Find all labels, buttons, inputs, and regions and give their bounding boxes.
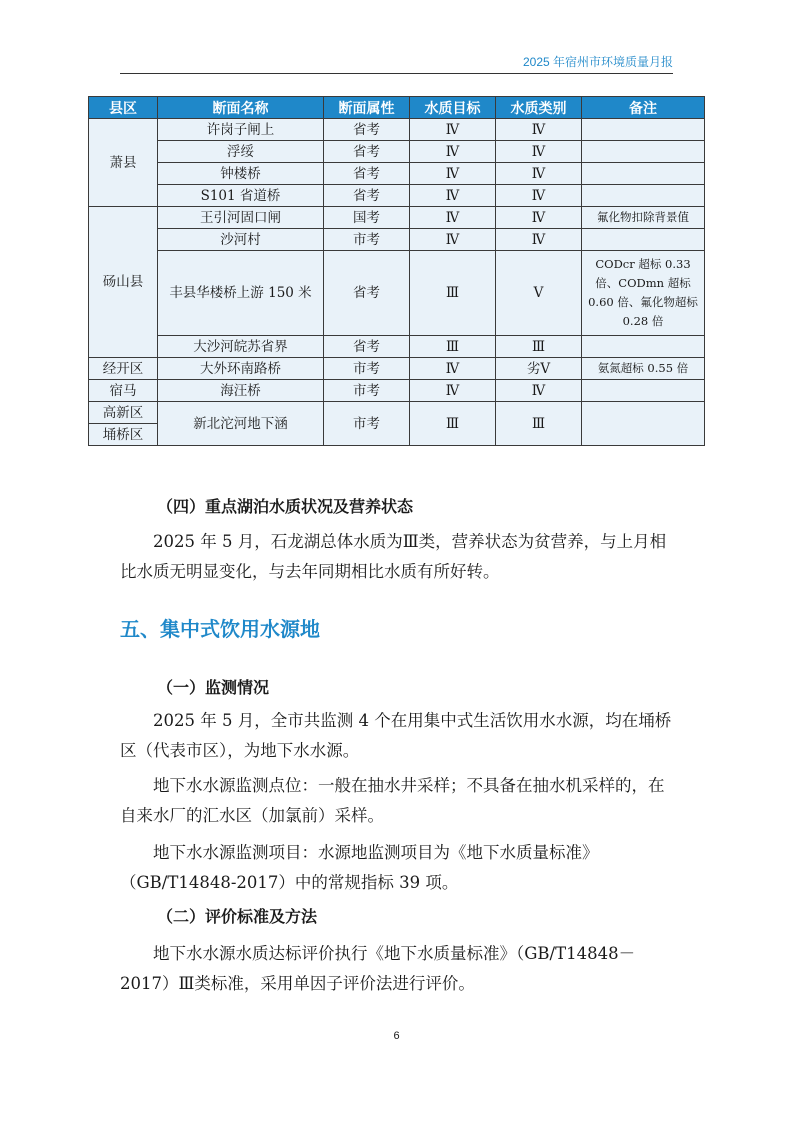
- attr-cell: 省考: [324, 251, 410, 336]
- col-header-category: 水质类别: [496, 97, 582, 119]
- col-header-note: 备注: [582, 97, 705, 119]
- note-cell: 氨氮超标 0.55 倍: [582, 358, 705, 380]
- attr-cell: 市考: [324, 402, 410, 446]
- section-cell: 大外环南路桥: [158, 358, 324, 380]
- section-cell: 许岗子闸上: [158, 119, 324, 141]
- county-cell: 宿马: [89, 380, 158, 402]
- table-row: [89, 229, 705, 251]
- table-row: [89, 402, 705, 424]
- category-cell: Ⅳ: [496, 141, 582, 163]
- target-cell: Ⅳ: [410, 141, 496, 163]
- attr-cell: 国考: [324, 207, 410, 229]
- table-row: [89, 336, 705, 358]
- category-cell: 劣Ⅴ: [496, 358, 582, 380]
- note-cell: CODcr 超标 0.33 倍、CODmn 超标 0.60 倍、氟化物超标 0.28 倍: [582, 251, 705, 336]
- note-cell: 氟化物扣除背景值: [582, 207, 705, 229]
- note-cell: [582, 119, 705, 141]
- category-cell: Ⅳ: [496, 229, 582, 251]
- header-rule: [120, 73, 673, 74]
- target-cell: Ⅳ: [410, 119, 496, 141]
- table-header-row: [89, 97, 705, 119]
- target-cell: Ⅳ: [410, 207, 496, 229]
- target-cell: Ⅳ: [410, 229, 496, 251]
- col-header-section: 断面名称: [158, 97, 324, 119]
- table-row: [89, 380, 705, 402]
- note-cell: [582, 163, 705, 185]
- attr-cell: 省考: [324, 163, 410, 185]
- monitor-paragraph-2: 地下水水源监测点位：一般在抽水井采样；不具备在抽水机采样的，在自来水厂的汇水区（加氯前）采样。: [120, 776, 665, 825]
- attr-cell: 省考: [324, 141, 410, 163]
- note-cell: [582, 402, 705, 446]
- category-cell: Ⅳ: [496, 119, 582, 141]
- table-row: [89, 141, 705, 163]
- note-cell: [582, 185, 705, 207]
- category-cell: Ⅲ: [496, 402, 582, 446]
- report-header-title: 2025 年宿州市环境质量月报: [522, 55, 673, 69]
- monitor-heading: （一）监测情况: [157, 678, 270, 697]
- table-row: [89, 119, 705, 141]
- target-cell: Ⅳ: [410, 185, 496, 207]
- category-cell: Ⅳ: [496, 163, 582, 185]
- page-number: 6: [393, 1030, 400, 1042]
- section-cell: 沙河村: [158, 229, 324, 251]
- county-cell: 经开区: [89, 358, 158, 380]
- table-row: [89, 163, 705, 185]
- section-cell: S101 省道桥: [158, 185, 324, 207]
- note-cell: [582, 380, 705, 402]
- target-cell: Ⅲ: [410, 251, 496, 336]
- monitor-paragraph-1: 2025 年 5 月，全市共监测 4 个在用集中式生活饮用水水源，均在埇桥区（代表市区），为地下水水源。: [120, 711, 672, 760]
- target-cell: Ⅳ: [410, 358, 496, 380]
- county-cell: 萧县: [89, 119, 158, 207]
- attr-cell: 省考: [324, 336, 410, 358]
- note-cell: [582, 336, 705, 358]
- county-cell: 砀山县: [89, 207, 158, 358]
- note-cell: [582, 229, 705, 251]
- section5-heading: 五、集中式饮用水源地: [120, 617, 320, 641]
- table-row: [89, 207, 705, 229]
- section-cell: 大沙河皖苏省界: [158, 336, 324, 358]
- category-cell: Ⅴ: [496, 251, 582, 336]
- attr-cell: 市考: [324, 380, 410, 402]
- standard-heading: （二）评价标准及方法: [157, 907, 318, 926]
- col-header-attr: 断面属性: [324, 97, 410, 119]
- section-cell: 王引河固口闸: [158, 207, 324, 229]
- attr-cell: 市考: [324, 229, 410, 251]
- category-cell: Ⅲ: [496, 336, 582, 358]
- section-cell: 钟楼桥: [158, 163, 324, 185]
- target-cell: Ⅲ: [410, 402, 496, 446]
- category-cell: Ⅳ: [496, 207, 582, 229]
- table-row: [89, 358, 705, 380]
- section-cell: 丰县华楼桥上游 150 米: [158, 251, 324, 336]
- lake-paragraph: 2025 年 5 月，石龙湖总体水质为Ⅲ类，营养状态为贫营养，与上月相比水质无明显变化，与去年同期相比水质有所好转。: [120, 532, 667, 581]
- section-cell: 浮绥: [158, 141, 324, 163]
- water-quality-table: [88, 96, 705, 446]
- category-cell: Ⅳ: [496, 185, 582, 207]
- section-cell: 新北沱河地下涵: [158, 402, 324, 446]
- note-cell: [582, 141, 705, 163]
- table-row: [89, 185, 705, 207]
- target-cell: Ⅳ: [410, 163, 496, 185]
- lake-section-heading: （四）重点湖泊水质状况及营养状态: [157, 497, 414, 516]
- attr-cell: 省考: [324, 119, 410, 141]
- col-header-target: 水质目标: [410, 97, 496, 119]
- monitor-paragraph-3: 地下水水源监测项目：水源地监测项目为《地下水质量标准》（GB/T14848-2017）中的常规指标 39 项。: [120, 843, 599, 892]
- county-cell: 埇桥区: [89, 424, 158, 446]
- target-cell: Ⅳ: [410, 380, 496, 402]
- col-header-county: 县区: [89, 97, 158, 119]
- table-row: [89, 251, 705, 336]
- standard-paragraph: 地下水水源水质达标评价执行《地下水质量标准》（GB/T14848－2017）Ⅲ类标准，采用单因子评价法进行评价。: [120, 944, 636, 993]
- county-cell: 高新区: [89, 402, 158, 424]
- target-cell: Ⅲ: [410, 336, 496, 358]
- attr-cell: 省考: [324, 185, 410, 207]
- attr-cell: 市考: [324, 358, 410, 380]
- section-cell: 海汪桥: [158, 380, 324, 402]
- category-cell: Ⅳ: [496, 380, 582, 402]
